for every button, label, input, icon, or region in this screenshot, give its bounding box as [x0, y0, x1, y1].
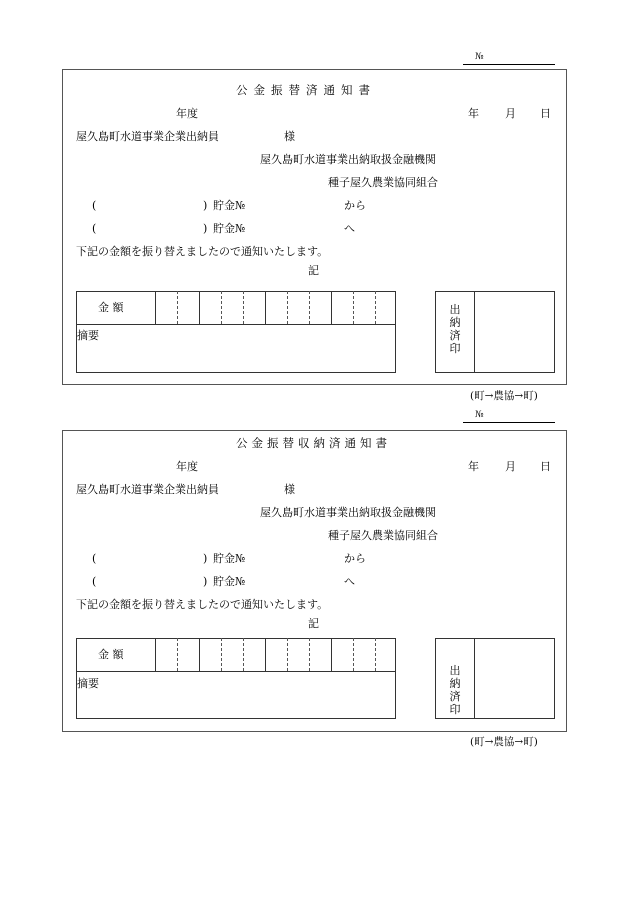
- notice-text: 下記の金額を振り替えましたので通知いたします。: [76, 598, 329, 611]
- from-direction: から: [344, 199, 366, 212]
- digit-divider: [177, 638, 178, 671]
- amount-table: [76, 291, 396, 373]
- stamp-label: 出納済印: [449, 664, 461, 716]
- route-note: (町→農協→町): [470, 736, 538, 748]
- digit-group-divider: [265, 638, 266, 671]
- from-close-paren: ): [203, 552, 208, 565]
- route-note: (町→農協→町): [470, 390, 538, 402]
- digit-divider: [375, 638, 376, 671]
- digit-divider: [353, 638, 354, 671]
- stamp-divider: [474, 291, 475, 373]
- from-close-paren: ): [203, 199, 208, 212]
- ki-label: 記: [308, 617, 319, 630]
- from-open-paren: (: [92, 552, 97, 565]
- date-month-label: 月: [505, 107, 516, 120]
- fiscal-year-label: 年度: [176, 107, 198, 120]
- summary-label: 摘要: [77, 677, 99, 690]
- number-label: №: [475, 52, 484, 62]
- date-day-label: 日: [540, 107, 551, 120]
- sender-name: 種子屋久農業協同組合: [328, 176, 438, 189]
- digit-divider: [309, 291, 310, 324]
- digit-group-divider: [199, 291, 200, 324]
- date-day-label: 日: [540, 460, 551, 473]
- amount-label-divider: [155, 291, 156, 324]
- summary-label: 摘要: [77, 329, 99, 342]
- sender-name: 種子屋久農業協同組合: [328, 529, 438, 542]
- amount-label-divider: [155, 638, 156, 671]
- digit-divider: [221, 638, 222, 671]
- stamp-label: 出納済印: [449, 303, 461, 355]
- from-account-label: 貯金№: [213, 199, 246, 212]
- sender-institution: 屋久島町水道事業出納取扱金融機関: [260, 153, 436, 166]
- from-account-label: 貯金№: [213, 552, 246, 565]
- notice-text: 下記の金額を振り替えましたので通知いたします。: [76, 245, 329, 258]
- digit-divider: [221, 291, 222, 324]
- form-title: 公金振替収納済通知書: [236, 436, 391, 450]
- addressee: 屋久島町水道事業企業出納員: [76, 130, 219, 143]
- digit-group-divider: [331, 291, 332, 324]
- amount-label: 金 額: [98, 301, 124, 314]
- number-field[interactable]: [463, 50, 555, 65]
- addressee: 屋久島町水道事業企業出納員: [76, 483, 219, 496]
- table-divider: [76, 671, 396, 672]
- digit-group-divider: [265, 291, 266, 324]
- digit-divider: [309, 638, 310, 671]
- from-direction: から: [344, 552, 366, 565]
- digit-divider: [287, 638, 288, 671]
- digit-divider: [353, 291, 354, 324]
- table-divider: [76, 324, 396, 325]
- sender-institution: 屋久島町水道事業出納取扱金融機関: [260, 506, 436, 519]
- digit-divider: [243, 638, 244, 671]
- stamp-divider: [474, 638, 475, 719]
- number-field[interactable]: [463, 408, 555, 423]
- to-close-paren: ): [203, 575, 208, 588]
- digit-divider: [243, 291, 244, 324]
- date-year-label: 年: [468, 107, 479, 120]
- digit-divider: [287, 291, 288, 324]
- from-open-paren: (: [92, 199, 97, 212]
- ki-label: 記: [308, 264, 319, 277]
- amount-table: [76, 638, 396, 719]
- digit-divider: [177, 291, 178, 324]
- honorific: 様: [284, 130, 295, 143]
- to-account-label: 貯金№: [213, 575, 246, 588]
- to-direction: へ: [344, 575, 355, 588]
- digit-group-divider: [331, 638, 332, 671]
- date-year-label: 年: [468, 460, 479, 473]
- to-open-paren: (: [92, 222, 97, 235]
- to-account-label: 貯金№: [213, 222, 246, 235]
- to-close-paren: ): [203, 222, 208, 235]
- form-title: 公金振替済通知書: [236, 83, 376, 97]
- date-month-label: 月: [505, 460, 516, 473]
- to-open-paren: (: [92, 575, 97, 588]
- fiscal-year-label: 年度: [176, 460, 198, 473]
- to-direction: へ: [344, 222, 355, 235]
- digit-divider: [375, 291, 376, 324]
- amount-label: 金 額: [98, 648, 124, 661]
- number-label: №: [475, 410, 484, 420]
- digit-group-divider: [199, 638, 200, 671]
- honorific: 様: [284, 483, 295, 496]
